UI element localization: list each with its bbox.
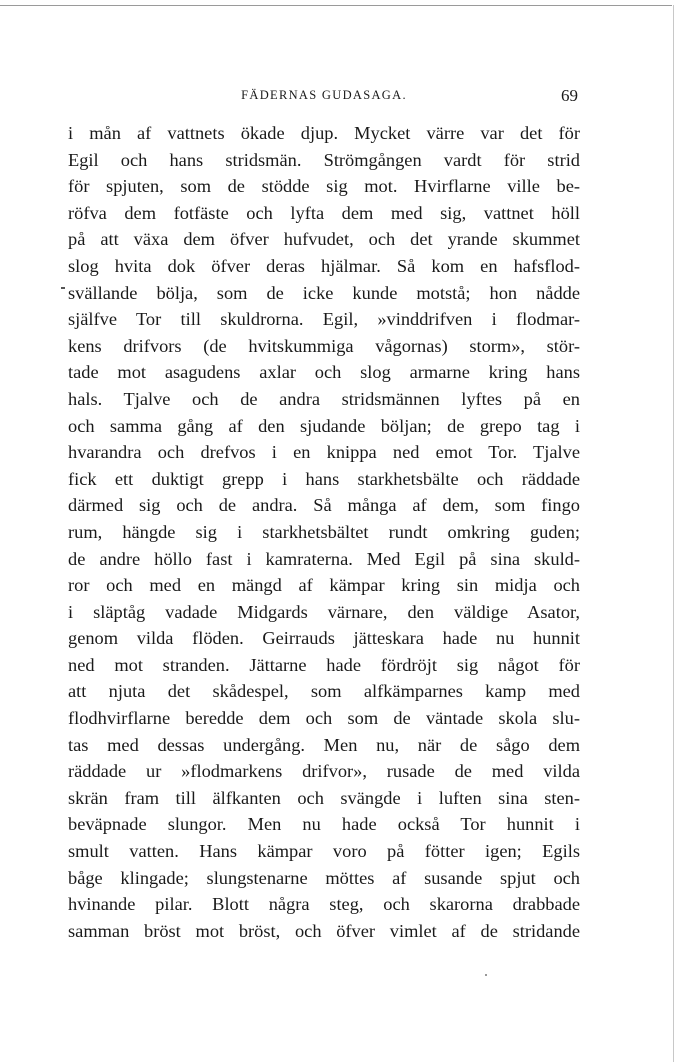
text-line: samman bröst mot bröst, och öfver vimlet af de stridande: [68, 920, 580, 941]
text-line: skrän fram till älfkanten och svängde i luften sina sten-: [68, 787, 580, 808]
text-line: beväpnade slungor. Men nu hade också Tor hunnit i: [68, 814, 580, 835]
text-line: kens drifvors (de hvitskummiga vågornas) storm», stör-: [68, 335, 580, 356]
text-line: hvinande pilar. Blott några steg, och skarorna drabbade: [68, 894, 580, 915]
running-title: FÄDERNAS GUDASAGA.: [241, 88, 407, 102]
page-right-edge: [673, 5, 674, 1062]
top-edge-rule: [0, 5, 672, 6]
text-line: hvarandra och drefvos i en knippa ned emot Tor. Tjalve: [68, 442, 580, 463]
text-line: därmed sig och de andra. Så många af dem, som fingo: [68, 495, 580, 516]
text-line: att njuta det skådespel, som alfkämparnes kamp med: [68, 681, 580, 702]
text-line: de andre höllo fast i kamraterna. Med Egil på sina skuld-: [68, 548, 580, 569]
text-line: ned mot stranden. Jättarne hade fördröjt sig något för: [68, 654, 580, 675]
text-line: och samma gång af den sjudande böljan; de grepo tag i: [68, 415, 580, 436]
text-line: tas med dessas undergång. Men nu, när de sågo dem: [68, 734, 580, 755]
text-line: rum, hängde sig i starkhetsbältet rundt omkring guden;: [68, 521, 580, 542]
text-line: Egil och hans stridsmän. Strömgången vardt för strid: [68, 149, 580, 170]
print-speck: [485, 974, 487, 976]
body-text: [68, 120, 580, 944]
text-line: genom vilda flöden. Geirrauds jätteskara hade nu hunnit: [68, 628, 580, 649]
text-line: hals. Tjalve och de andra stridsmännen lyftes på en: [68, 388, 580, 409]
text-line: ror och med en mängd af kämpar kring sin midja och: [68, 575, 580, 596]
text-line: flodhvirflarne beredde dem och som de väntade skola slu-: [68, 708, 580, 729]
running-head: [68, 86, 580, 106]
page-number: 69: [561, 86, 578, 105]
text-line: i mån af vattnets ökade djup. Mycket värre var det för: [68, 123, 580, 143]
margin-mark: [61, 287, 65, 289]
text-line: slog hvita dok öfver deras hjälmar. Så kom en hafsflod-: [68, 255, 580, 276]
text-line: för spjuten, som de stödde sig mot. Hvirflarne ville be-: [68, 176, 580, 197]
text-line: på att växa dem öfver hufvudet, och det yrande skummet: [68, 229, 580, 250]
text-line: tade mot asagudens axlar och slog armarne kring hans: [68, 362, 580, 383]
text-line: svällande bölja, som de icke kunde motstå; hon nådde: [68, 282, 580, 303]
text-line: i släptåg vadade Midgards värnare, den väldige Asator,: [68, 601, 580, 622]
text-line: fick ett duktigt grepp i hans starkhetsbälte och räddade: [68, 468, 580, 489]
text-line: själfve Tor till skuldrorna. Egil, »vinddrifven i flodmar-: [68, 309, 580, 330]
text-line: röfva dem fotfäste och lyfta dem med sig, vattnet höll: [68, 202, 580, 223]
text-line: båge klingade; slungstenarne möttes af susande spjut och: [68, 867, 580, 888]
text-line: smult vatten. Hans kämpar voro på fötter igen; Egils: [68, 841, 580, 862]
text-line: räddade ur »flodmarkens drifvor», rusade de med vilda: [68, 761, 580, 782]
